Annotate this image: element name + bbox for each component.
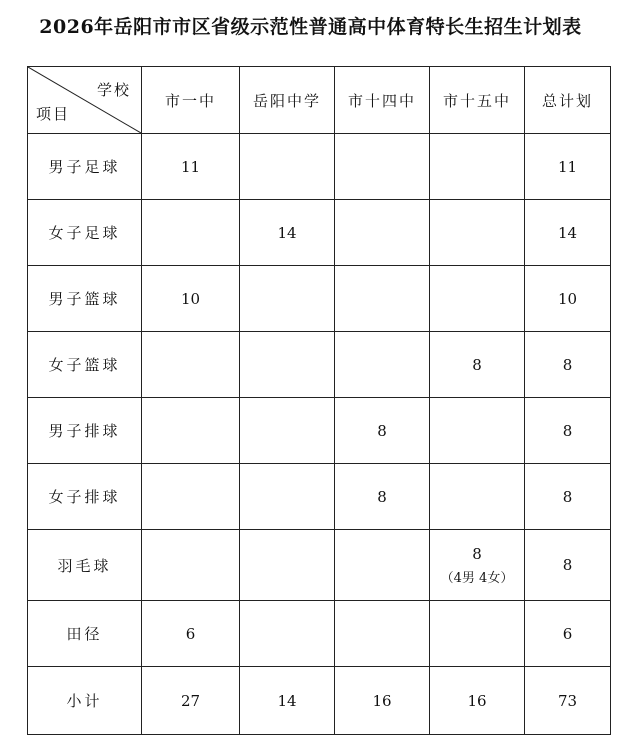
table-row bbox=[28, 530, 611, 601]
table-cell bbox=[335, 601, 430, 667]
table-cell: 14 bbox=[240, 667, 335, 735]
table-cell bbox=[142, 200, 240, 266]
table-cell bbox=[335, 266, 430, 332]
table-cell bbox=[240, 464, 335, 530]
page-title: 2026年岳阳市市区省级示范性普通高中体育特长生招生计划表 bbox=[39, 16, 582, 38]
table-cell: 6 bbox=[142, 601, 240, 667]
table-cell bbox=[430, 464, 525, 530]
cell-value: 8 bbox=[472, 544, 482, 563]
row-header: 羽毛球 bbox=[28, 530, 142, 601]
table-row bbox=[28, 266, 611, 332]
column-header: 总计划 bbox=[525, 67, 611, 134]
table-cell: 8 bbox=[335, 398, 430, 464]
table-cell: 16 bbox=[335, 667, 430, 735]
table-cell: 11 bbox=[525, 134, 611, 200]
column-header: 市一中 bbox=[142, 67, 240, 134]
column-header: 市十四中 bbox=[335, 67, 430, 134]
table-cell bbox=[142, 464, 240, 530]
table-cell bbox=[335, 530, 430, 601]
table-cell: 8 bbox=[525, 398, 611, 464]
table-header-row bbox=[28, 67, 611, 134]
row-header: 女子篮球 bbox=[28, 332, 142, 398]
subtotal-row bbox=[28, 667, 611, 735]
table-cell bbox=[430, 601, 525, 667]
column-header: 岳阳中学 bbox=[240, 67, 335, 134]
table-row bbox=[28, 134, 611, 200]
table-cell bbox=[430, 200, 525, 266]
table-row bbox=[28, 200, 611, 266]
table-cell: 27 bbox=[142, 667, 240, 735]
row-header: 男子排球 bbox=[28, 398, 142, 464]
table-cell: 6 bbox=[525, 601, 611, 667]
row-header: 男子足球 bbox=[28, 134, 142, 200]
table-cell bbox=[142, 530, 240, 601]
table-row bbox=[28, 332, 611, 398]
row-header: 女子排球 bbox=[28, 464, 142, 530]
table-cell bbox=[240, 530, 335, 601]
table-cell bbox=[240, 398, 335, 464]
gender-split-note: （4男 4女） bbox=[440, 570, 514, 586]
table-cell bbox=[142, 398, 240, 464]
row-header: 男子篮球 bbox=[28, 266, 142, 332]
table-row bbox=[28, 398, 611, 464]
corner-school-label: 学校 bbox=[96, 81, 131, 99]
table-cell bbox=[335, 134, 430, 200]
table-cell: 14 bbox=[525, 200, 611, 266]
table-cell: 8 bbox=[525, 464, 611, 530]
table-cell: 73 bbox=[525, 667, 611, 735]
row-header: 小计 bbox=[28, 667, 142, 735]
table-cell bbox=[240, 601, 335, 667]
corner-item-label: 项目 bbox=[36, 105, 71, 123]
corner-header-cell bbox=[28, 67, 142, 134]
table-cell: 14 bbox=[240, 200, 335, 266]
row-header: 田径 bbox=[28, 601, 142, 667]
table-row bbox=[28, 601, 611, 667]
enrollment-plan-table bbox=[27, 66, 611, 735]
table-cell: 8 bbox=[525, 332, 611, 398]
table-cell bbox=[430, 134, 525, 200]
column-header: 市十五中 bbox=[430, 67, 525, 134]
table-cell: 8 bbox=[430, 332, 525, 398]
table-cell bbox=[240, 134, 335, 200]
table-cell: 10 bbox=[525, 266, 611, 332]
row-header: 女子足球 bbox=[28, 200, 142, 266]
table-cell: 8 bbox=[335, 464, 430, 530]
table-cell bbox=[240, 332, 335, 398]
table-cell: 10 bbox=[142, 266, 240, 332]
table-cell bbox=[430, 266, 525, 332]
table-cell bbox=[335, 332, 430, 398]
table-cell: 16 bbox=[430, 667, 525, 735]
table-cell bbox=[430, 530, 525, 601]
table-cell bbox=[335, 200, 430, 266]
table-cell: 8 bbox=[525, 530, 611, 601]
table-cell bbox=[430, 398, 525, 464]
table-cell bbox=[142, 332, 240, 398]
table-cell bbox=[240, 266, 335, 332]
table-row bbox=[28, 464, 611, 530]
table-cell: 11 bbox=[142, 134, 240, 200]
